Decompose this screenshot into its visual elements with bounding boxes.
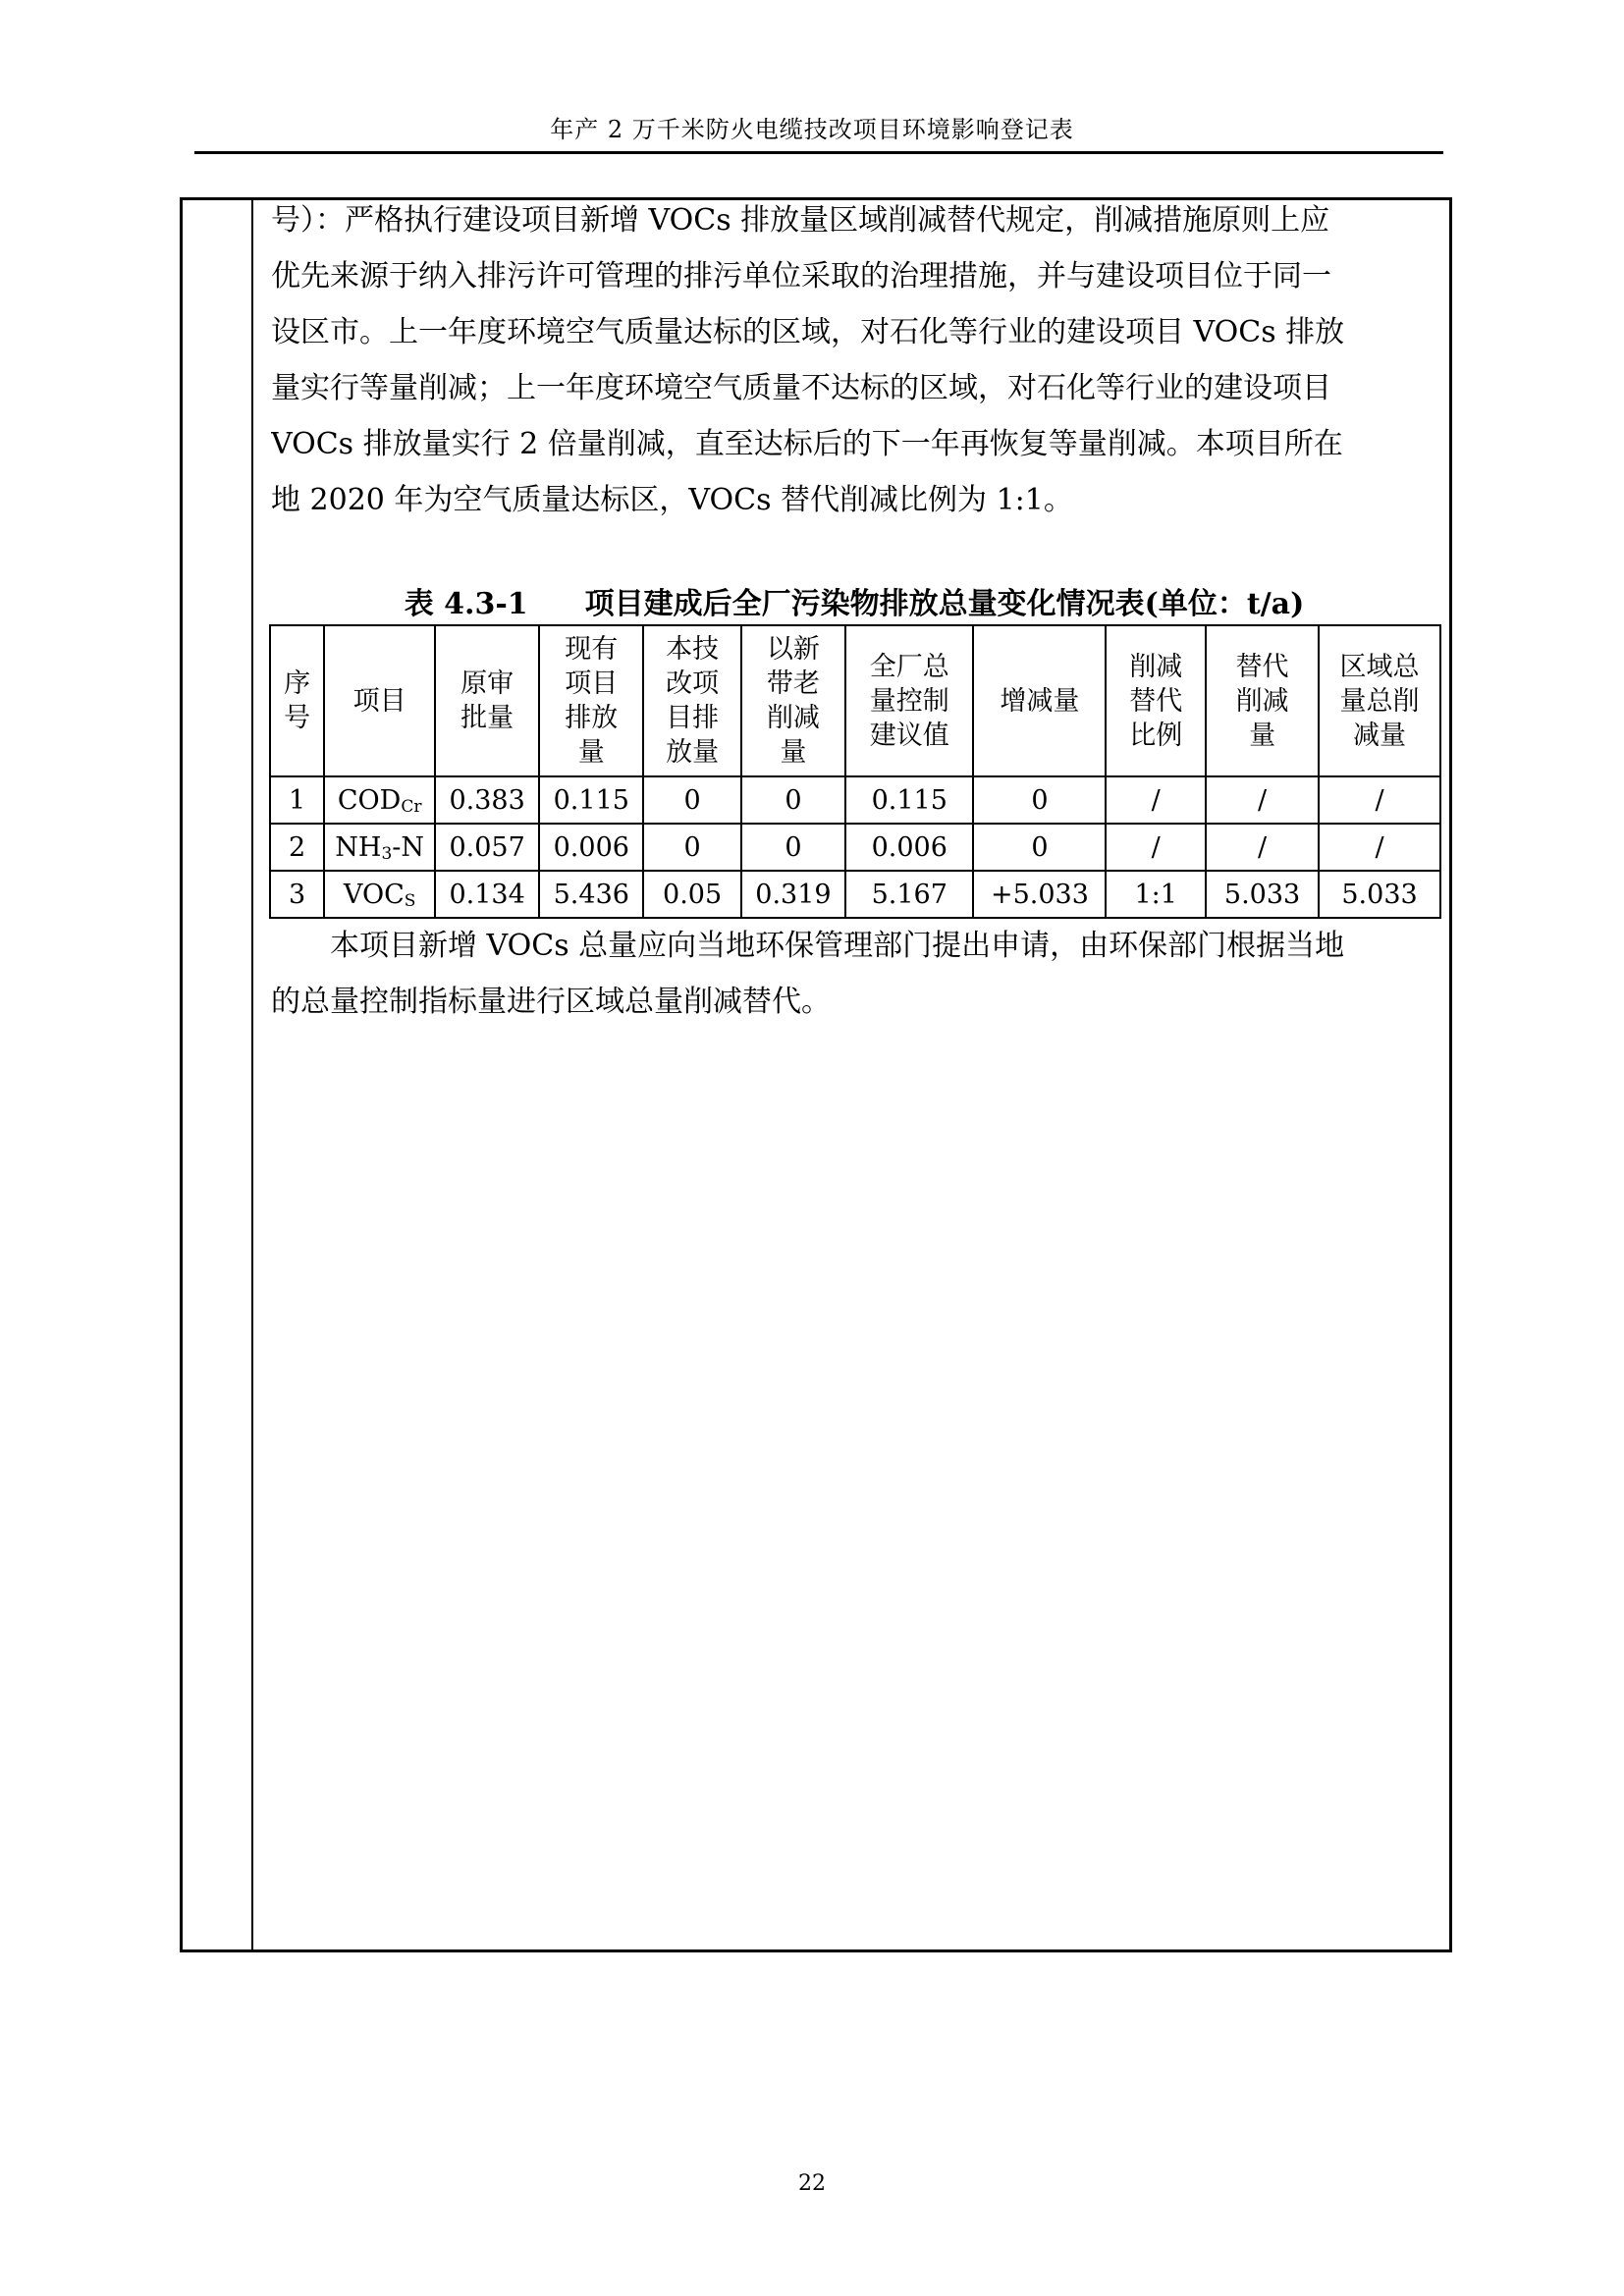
item-tail: -N bbox=[392, 831, 425, 863]
cell-value: 0.115 bbox=[845, 776, 973, 824]
cell-no: 1 bbox=[270, 776, 324, 824]
cell-value: 0.05 bbox=[643, 871, 741, 918]
item-subscript: Cr bbox=[401, 796, 422, 817]
cell-value: / bbox=[1106, 824, 1206, 871]
header-cell-replace: 替代削减量 bbox=[1206, 625, 1319, 776]
paragraph-vocs-application bbox=[271, 918, 1437, 1030]
cell-value: 0.006 bbox=[845, 824, 973, 871]
paragraph-line: 优先来源于纳入排污许可管理的排污单位采取的治理措施，并与建设项目位于同一 bbox=[271, 259, 1331, 294]
cell-value: +5.033 bbox=[973, 871, 1106, 918]
header-cell-existing: 现有项目排放量 bbox=[539, 625, 643, 776]
item-main: NH bbox=[335, 831, 382, 863]
cell-value: 0.319 bbox=[741, 871, 845, 918]
cell-item bbox=[324, 824, 435, 871]
cell-value: 5.436 bbox=[539, 871, 643, 918]
table-number: 表 4.3-1 bbox=[404, 587, 528, 621]
cell-no: 3 bbox=[270, 871, 324, 918]
cell-value: 0 bbox=[643, 776, 741, 824]
cell-value: 0 bbox=[973, 824, 1106, 871]
cell-value: / bbox=[1106, 776, 1206, 824]
paragraph-line: VOCs 排放量实行 2 倍量削减，直至达标后的下一年再恢复等量削减。本项目所在 bbox=[271, 427, 1343, 461]
cell-value: 0 bbox=[741, 776, 845, 824]
item-main: VOC bbox=[343, 879, 405, 910]
header-cell-ratio: 削减替代比例 bbox=[1106, 625, 1206, 776]
page-header-title: 年产 2 万千米防火电缆技改项目环境影响登记表 bbox=[550, 116, 1074, 143]
item-subscript: S bbox=[404, 890, 416, 911]
header-cell-control: 全厂总量控制建议值 bbox=[845, 625, 973, 776]
header-cell-change: 增减量 bbox=[973, 625, 1106, 776]
cell-item bbox=[324, 776, 435, 824]
header-cell-approved: 原审批量 bbox=[435, 625, 539, 776]
cell-value: 0.057 bbox=[435, 824, 539, 871]
header-cell-regional: 区域总量总削减量 bbox=[1319, 625, 1440, 776]
table-row bbox=[270, 776, 1440, 824]
header-cell-item: 项目 bbox=[324, 625, 435, 776]
cell-value: 0.115 bbox=[539, 776, 643, 824]
header-cell-no: 序号 bbox=[270, 625, 324, 776]
table-title: 项目建成后全厂污染物排放总量变化情况表(单位：t/a) bbox=[584, 587, 1305, 621]
cell-value: 5.033 bbox=[1319, 871, 1440, 918]
item-subscript: 3 bbox=[381, 843, 393, 864]
table-header-row bbox=[270, 625, 1440, 776]
table-caption bbox=[271, 579, 1437, 622]
cell-value: 1:1 bbox=[1106, 871, 1206, 918]
cell-no: 2 bbox=[270, 824, 324, 871]
cell-value: 5.167 bbox=[845, 871, 973, 918]
cell-value: 0.006 bbox=[539, 824, 643, 871]
cell-item bbox=[324, 871, 435, 918]
header-rule bbox=[194, 151, 1443, 154]
paragraph-line: 号）：严格执行建设项目新增 VOCs 排放量区域削减替代规定，削减措施原则上应 bbox=[271, 203, 1330, 238]
paragraph-line: 地 2020 年为空气质量达标区，VOCs 替代削减比例为 1:1。 bbox=[271, 483, 1073, 517]
paragraph-line: 设区市。上一年度环境空气质量达标的区域，对石化等行业的建设项目 VOCs 排放 bbox=[271, 315, 1345, 349]
page-number: 22 bbox=[798, 2171, 826, 2196]
emission-total-table bbox=[269, 624, 1441, 919]
cell-value: / bbox=[1319, 824, 1440, 871]
cell-value: 0 bbox=[643, 824, 741, 871]
cell-value: 0 bbox=[741, 824, 845, 871]
header-cell-offset: 以新带老削减量 bbox=[741, 625, 845, 776]
paragraph-line: 本项目新增 VOCs 总量应向当地环保管理部门提出申请，由环保部门根据当地 bbox=[330, 929, 1345, 963]
item-main: COD bbox=[337, 784, 402, 816]
cell-value: 0.134 bbox=[435, 871, 539, 918]
paragraph-vocs-policy bbox=[271, 192, 1437, 560]
paragraph-line: 量实行等量削减；上一年度环境空气质量不达标的区域，对石化等行业的建设项目 bbox=[271, 371, 1331, 405]
paragraph-line: 的总量控制指标量进行区域总量削减替代。 bbox=[271, 985, 831, 1019]
header-cell-upgrade: 本技改项目排放量 bbox=[643, 625, 741, 776]
cell-value: / bbox=[1319, 776, 1440, 824]
cell-value: 0 bbox=[973, 776, 1106, 824]
cell-value: / bbox=[1206, 824, 1319, 871]
cell-value: 5.033 bbox=[1206, 871, 1319, 918]
cell-value: 0.383 bbox=[435, 776, 539, 824]
form-column-divider bbox=[251, 197, 253, 1952]
cell-value: / bbox=[1206, 776, 1319, 824]
table-row bbox=[270, 824, 1440, 871]
table-row bbox=[270, 871, 1440, 918]
